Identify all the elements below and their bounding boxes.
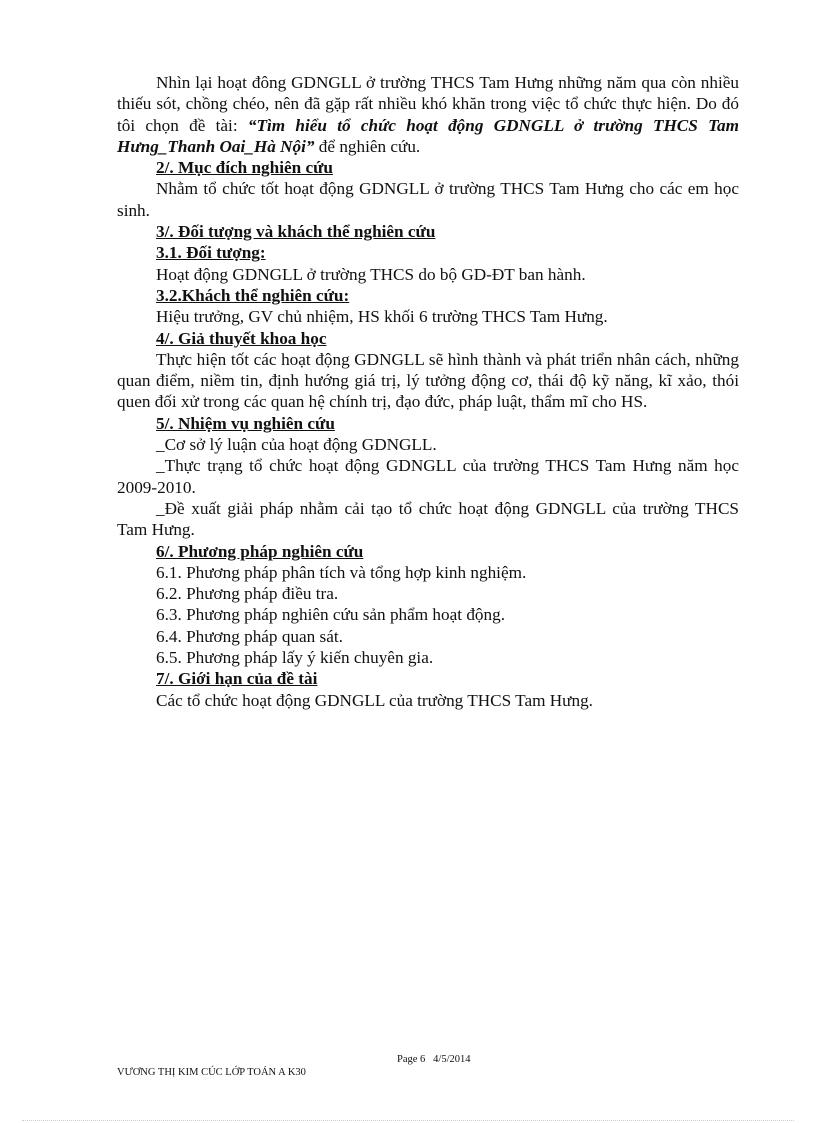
- method-item: 6.4. Phương pháp quan sát.: [156, 626, 343, 646]
- page-boundary-divider: [22, 1120, 794, 1121]
- objects-text: Hoạt động GDNGLL ở trường THCS do bộ GD-ĐT ban hành.: [156, 264, 586, 284]
- subsection-heading-participants: 3.2.Khách thể nghiên cứu:: [156, 285, 350, 305]
- method-item: 6.3. Phương pháp nghiên cứu sản phẩm hoạt động.: [156, 605, 505, 625]
- page-footer-number: [397, 1054, 471, 1065]
- subsection-heading-objects: 3.1. Đối tượng:: [156, 243, 266, 263]
- task-item: _Đề xuất giải pháp nhằm cải tạo tổ chức hoạt động GDNGLL của trường THCS Tam Hưng.: [117, 498, 739, 540]
- intro-text: Nhìn lại hoạt đông GDNGLL ở trường THCS Tam Hưng những năm qua còn nhiều thiếu sót, chồng chéo, nên đã gặp rất nhiều khó khăn trong việc tổ chức thực hiện. Do đó tôi chọn đề tài:: [117, 73, 739, 135]
- intro-paragraph: [117, 72, 739, 157]
- purpose-text: Nhằm tổ chức tốt hoạt động GDNGLL ở trường THCS Tam Hưng cho các em học sinh.: [117, 179, 739, 220]
- document-body: [117, 72, 739, 711]
- section-heading-methods: 6/. Phương pháp nghiên cứu: [156, 541, 364, 561]
- section-heading-tasks: 5/. Nhiệm vụ nghiên cứu: [156, 413, 335, 433]
- section-heading-subjects: 3/. Đối tượng và khách thể nghiên cứu: [156, 222, 436, 242]
- method-item: 6.1. Phương pháp phân tích và tổng hợp kinh nghiệm.: [156, 562, 527, 582]
- footer-date: 4/5/2014: [433, 1054, 471, 1065]
- section-heading-scope: 7/. Giới hạn của đề tài: [156, 669, 318, 689]
- task-item: _Cơ sở lý luận của hoạt động GDNGLL.: [156, 435, 437, 455]
- participants-text: Hiệu trưởng, GV chủ nhiệm, HS khối 6 trường THCS Tam Hưng.: [156, 307, 608, 327]
- method-item: 6.2. Phương pháp điều tra.: [156, 584, 339, 604]
- section-heading-hypothesis: 4/. Giả thuyết khoa học: [156, 328, 327, 348]
- hypothesis-text: Thực hiện tốt các hoạt động GDNGLL sẽ hình thành và phát triển nhân cách, những quan điểm, niềm tin, định hướng giá trị, lý tưởng động cơ, thái độ kỹ năng, kĩ xảo, thói quen đối xử trong các quan hệ chính trị, đạo đức, pháp luật, thẩm mĩ cho HS.: [117, 349, 739, 412]
- page-label: Page 6: [397, 1054, 426, 1065]
- section-heading-purpose: 2/. Mục đích nghiên cứu: [156, 158, 333, 178]
- footer-author: VƯƠNG THỊ KIM CÚC LỚP TOÁN A K30: [117, 1067, 306, 1078]
- scope-text: Các tổ chức hoạt động GDNGLL của trường THCS Tam Hưng.: [156, 690, 593, 710]
- topic-title: “Tìm hiểu tổ chức hoạt động GDNGLL ở trường THCS Tam Hưng_Thanh Oai_Hà Nội”: [117, 115, 740, 156]
- task-item: _Thực trạng tổ chức hoạt động GDNGLL của trường THCS Tam Hưng năm học 2009-2010.: [117, 456, 739, 497]
- intro-text-end: để nghiên cứu.: [314, 136, 421, 156]
- method-item: 6.5. Phương pháp lấy ý kiến chuyên gia.: [156, 648, 434, 668]
